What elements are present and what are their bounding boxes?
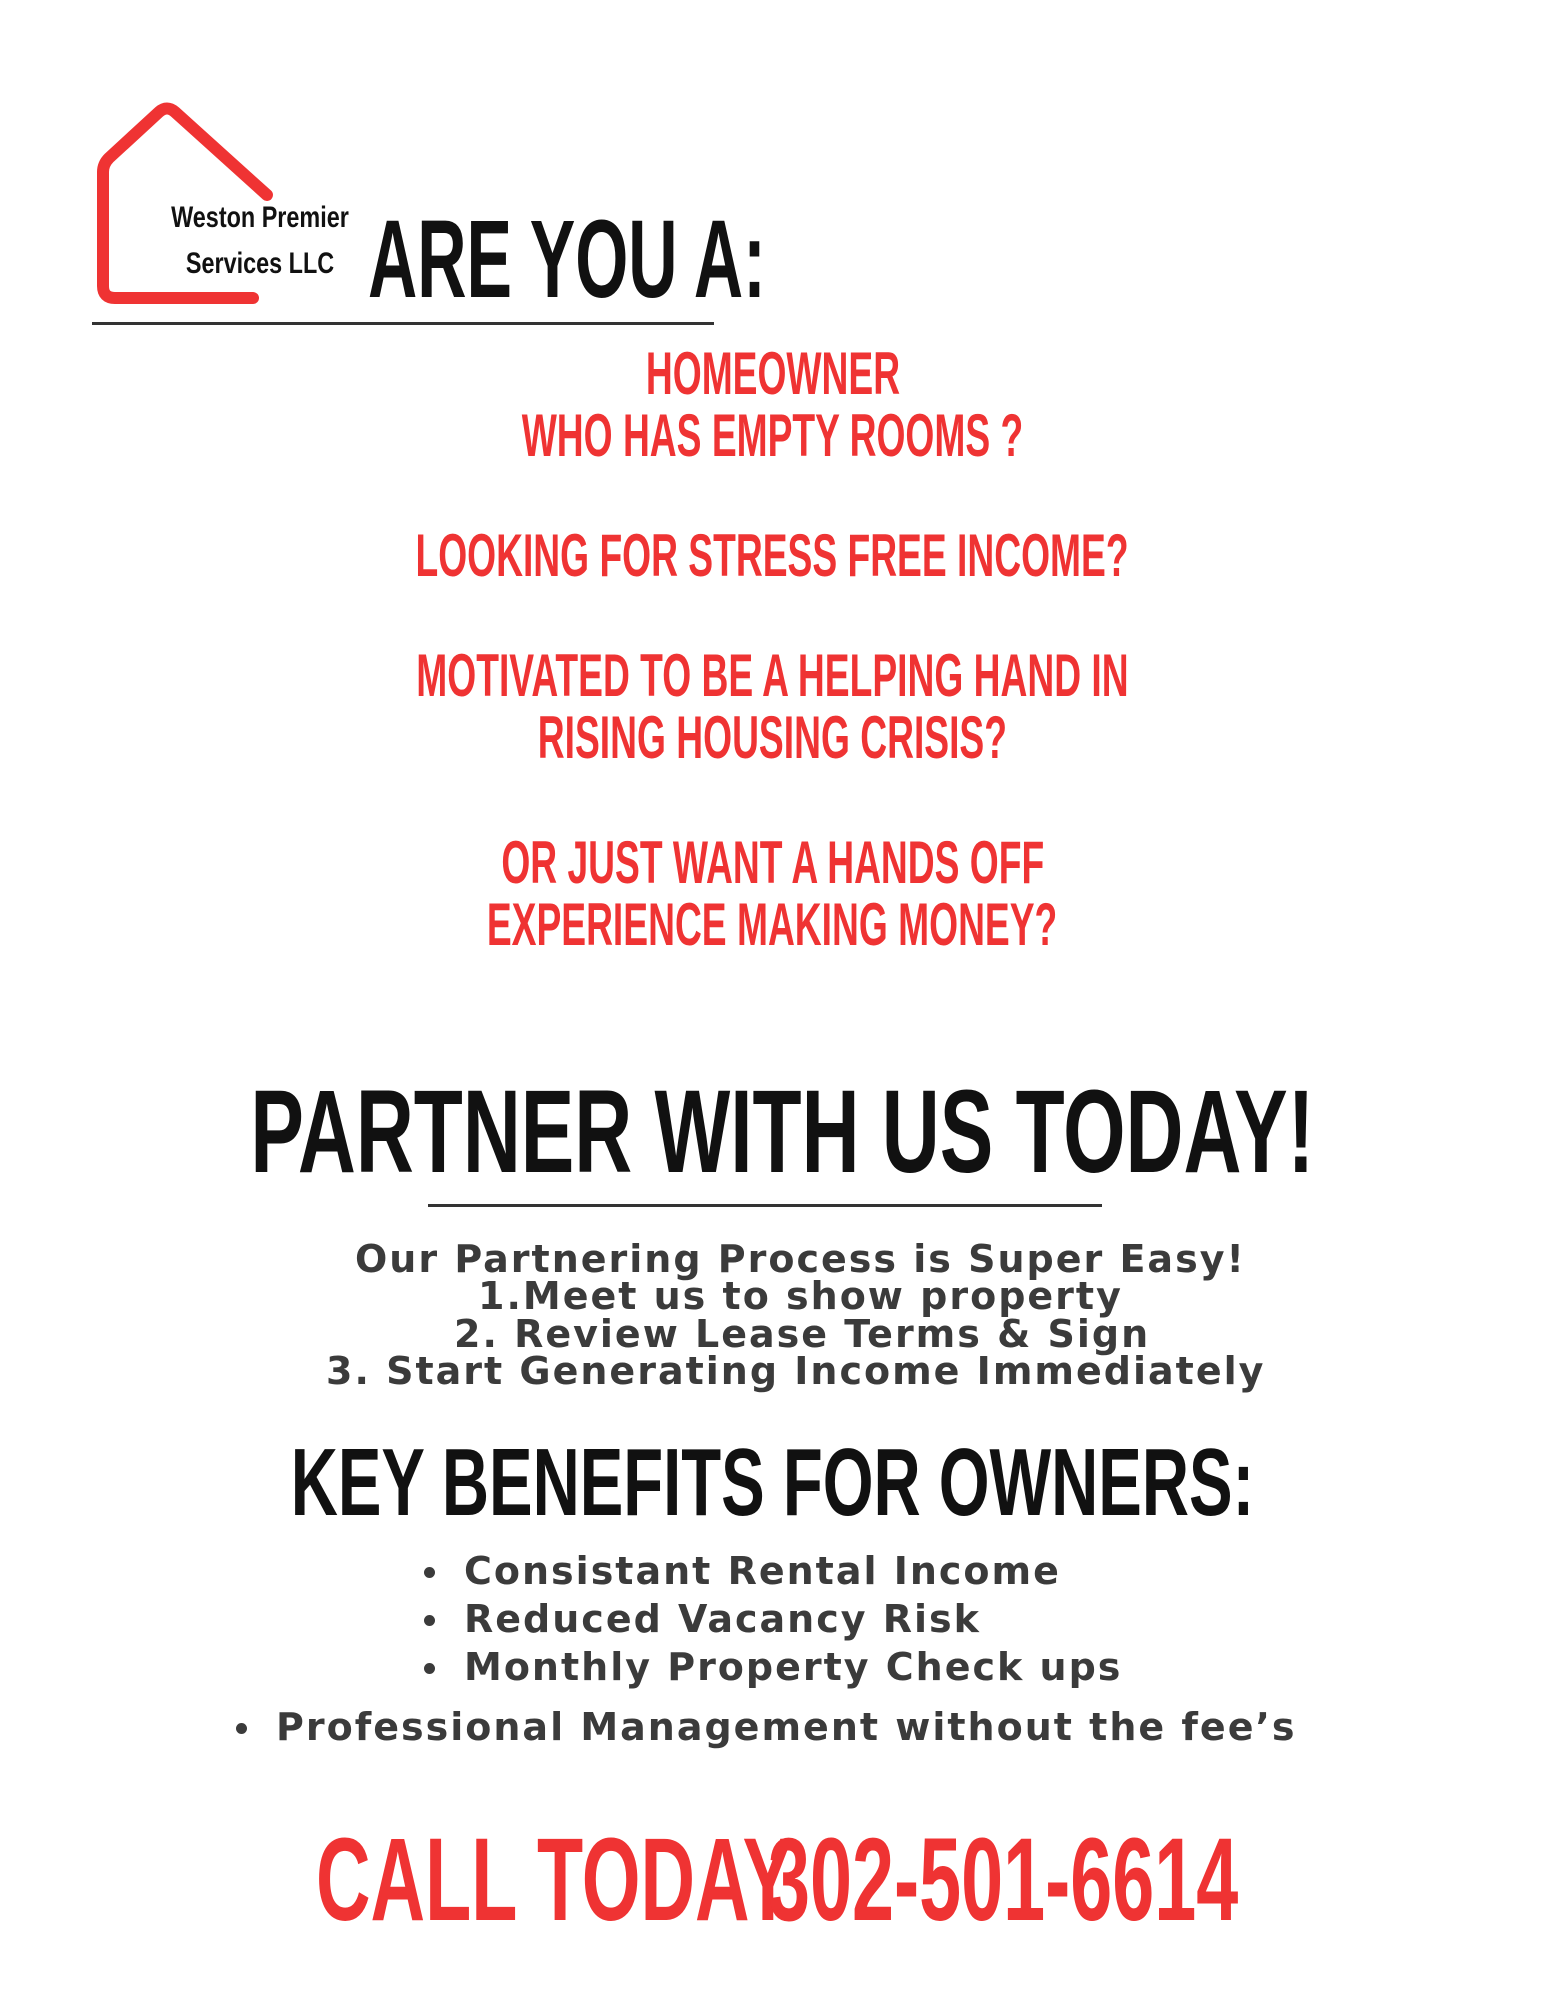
- question-line: WHO HAS EMPTY ROOMS ?: [521, 402, 1024, 469]
- question-line: LOOKING FOR STRESS FREE INCOME?: [415, 522, 1130, 589]
- benefit-text: Consistant Rental Income: [464, 1549, 1061, 1593]
- question-homeowner: [0, 340, 1545, 469]
- company-name-line1: Weston Premier: [171, 201, 349, 234]
- question-line: OR JUST WANT A HANDS OFF: [501, 829, 1044, 896]
- cta-phone[interactable]: 302-501-6614: [768, 1814, 1239, 1946]
- process-intro: Our Partnering Process is Super Easy!: [355, 1237, 1246, 1281]
- company-name-line2: Services LLC: [185, 247, 335, 280]
- question-helping-hand: [0, 642, 1545, 771]
- process-step: 3. Start Generating Income Immediately: [326, 1349, 1266, 1393]
- question-income: [0, 522, 1545, 589]
- bullet-icon: [236, 1723, 247, 1734]
- bullet-icon: [424, 1567, 435, 1578]
- question-line: EXPERIENCE MAKING MONEY?: [487, 891, 1058, 958]
- question-line: RISING HOUSING CRISIS?: [537, 704, 1008, 771]
- cta-label: CALL TODAY: [316, 1814, 793, 1946]
- process-step: 2. Review Lease Terms & Sign: [454, 1312, 1151, 1356]
- benefits-heading-text: KEY BENEFITS FOR OWNERS:: [290, 1429, 1255, 1536]
- question-line: HOMEOWNER: [645, 340, 900, 407]
- partner-heading-text: PARTNER WITH US TODAY!: [250, 1066, 1315, 1198]
- bullet-icon: [424, 1663, 435, 1674]
- partner-divider: [428, 1204, 1102, 1207]
- question-hands-off: [0, 829, 1545, 958]
- heading-divider: [92, 322, 714, 325]
- benefits-heading: [0, 1429, 1545, 1536]
- question-line: MOTIVATED TO BE A HELPING HAND IN: [416, 642, 1129, 709]
- page-heading: [368, 198, 1010, 321]
- partner-heading: [0, 1066, 1545, 1198]
- company-logo: [95, 100, 355, 310]
- page-heading-text: ARE YOU A:: [368, 198, 766, 321]
- benefit-text: Reduced Vacancy Risk: [464, 1597, 981, 1641]
- benefit-text: Monthly Property Check ups: [464, 1645, 1123, 1689]
- company-name: [163, 195, 358, 287]
- benefit-text: Professional Management without the fee’s: [276, 1705, 1297, 1749]
- bullet-icon: [424, 1615, 435, 1626]
- process-step: 1.Meet us to show property: [478, 1274, 1123, 1318]
